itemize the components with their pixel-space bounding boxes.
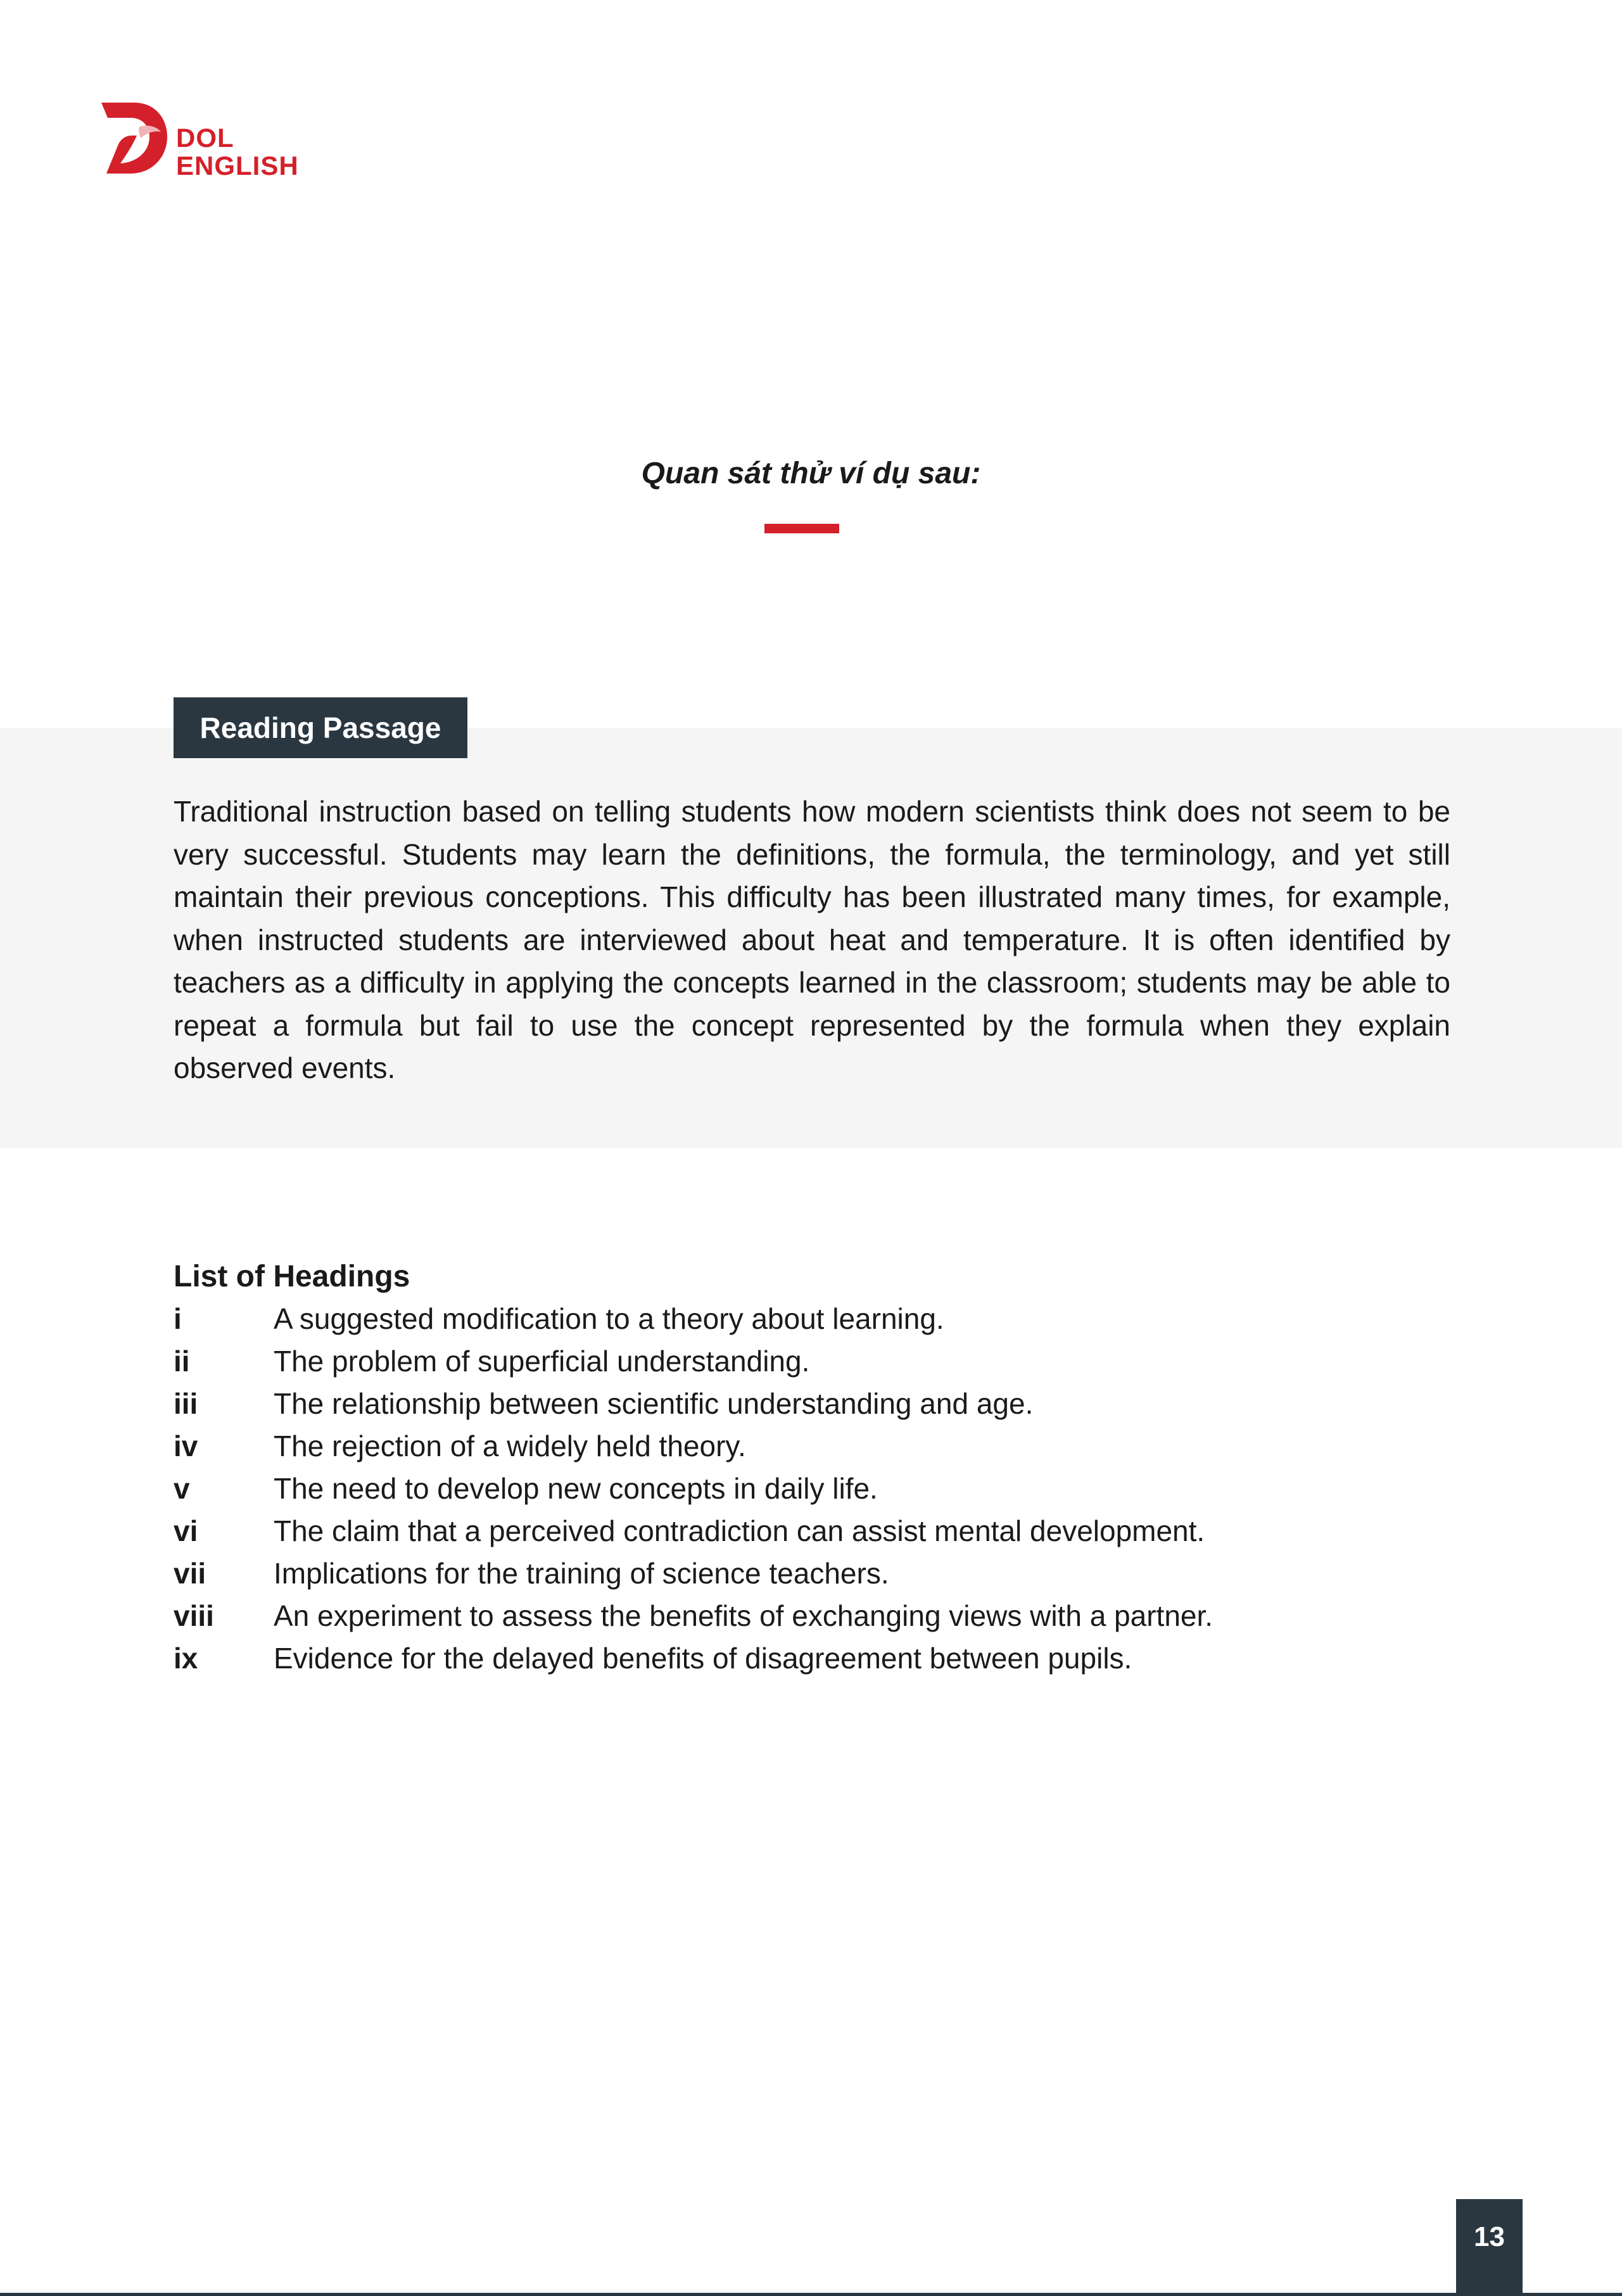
heading-item [174,1637,1504,1680]
logo-text [176,124,299,180]
heading-item [174,1383,1504,1425]
heading-text: The problem of superficial understanding. [274,1345,810,1378]
heading-text: An experiment to assess the benefits of exchanging views with a partner. [274,1599,1213,1632]
heading-text: Implications for the training of science teachers. [274,1557,889,1590]
title-underline [764,524,839,533]
heading-number: viii [174,1599,214,1632]
heading-number: ii [174,1345,190,1378]
heading-item [174,1340,1504,1383]
dol-english-logo [101,101,310,181]
heading-text: The claim that a perceived contradiction can assist mental development. [274,1514,1205,1547]
passage-label: Reading Passage [174,697,467,758]
page-number: 13 [1456,2199,1523,2296]
heading-item [174,1510,1504,1552]
dol-logo-icon [101,101,167,175]
heading-text: The need to develop new concepts in daily life. [274,1472,878,1505]
heading-item [174,1552,1504,1595]
heading-number: vi [174,1514,198,1547]
heading-text: The rejection of a widely held theory. [274,1430,746,1462]
heading-number: vii [174,1557,206,1590]
passage-text: Traditional instruction based on telling students how modern scientists think does not seem to be very successful. Students may learn the definitions, the formula, the terminology, and yet still maintain their previous conceptions. This difficulty has been illustrated many times, for example, when instructed students are interviewed about heat and temperature. It is often identified by teachers as a difficulty in applying the concepts learned in the classroom; students may be able to repeat a formula but fail to use the concept represented by the formula when they explain observed events. [174,795,1450,1084]
section-title: Quan sát thử ví dụ sau: [641,457,981,490]
heading-text: The relationship between scientific understanding and age. [274,1387,1034,1420]
headings-title: List of Headings [174,1260,410,1293]
heading-number: v [174,1472,190,1505]
heading-item [174,1425,1504,1468]
heading-item [174,1298,1504,1340]
heading-number: iv [174,1430,198,1462]
heading-number: ix [174,1642,198,1675]
heading-item [174,1468,1504,1510]
heading-item [174,1595,1504,1637]
heading-number: iii [174,1387,198,1420]
heading-text: Evidence for the delayed benefits of disagreement between pupils. [274,1642,1132,1675]
list-of-headings [174,1255,1504,1680]
heading-text: A suggested modification to a theory about learning. [274,1302,944,1335]
heading-number: i [174,1302,182,1335]
logo-text-line2: ENGLISH [176,151,299,181]
logo-text-line1: DOL [176,123,234,153]
footer-divider [0,2293,1622,2296]
